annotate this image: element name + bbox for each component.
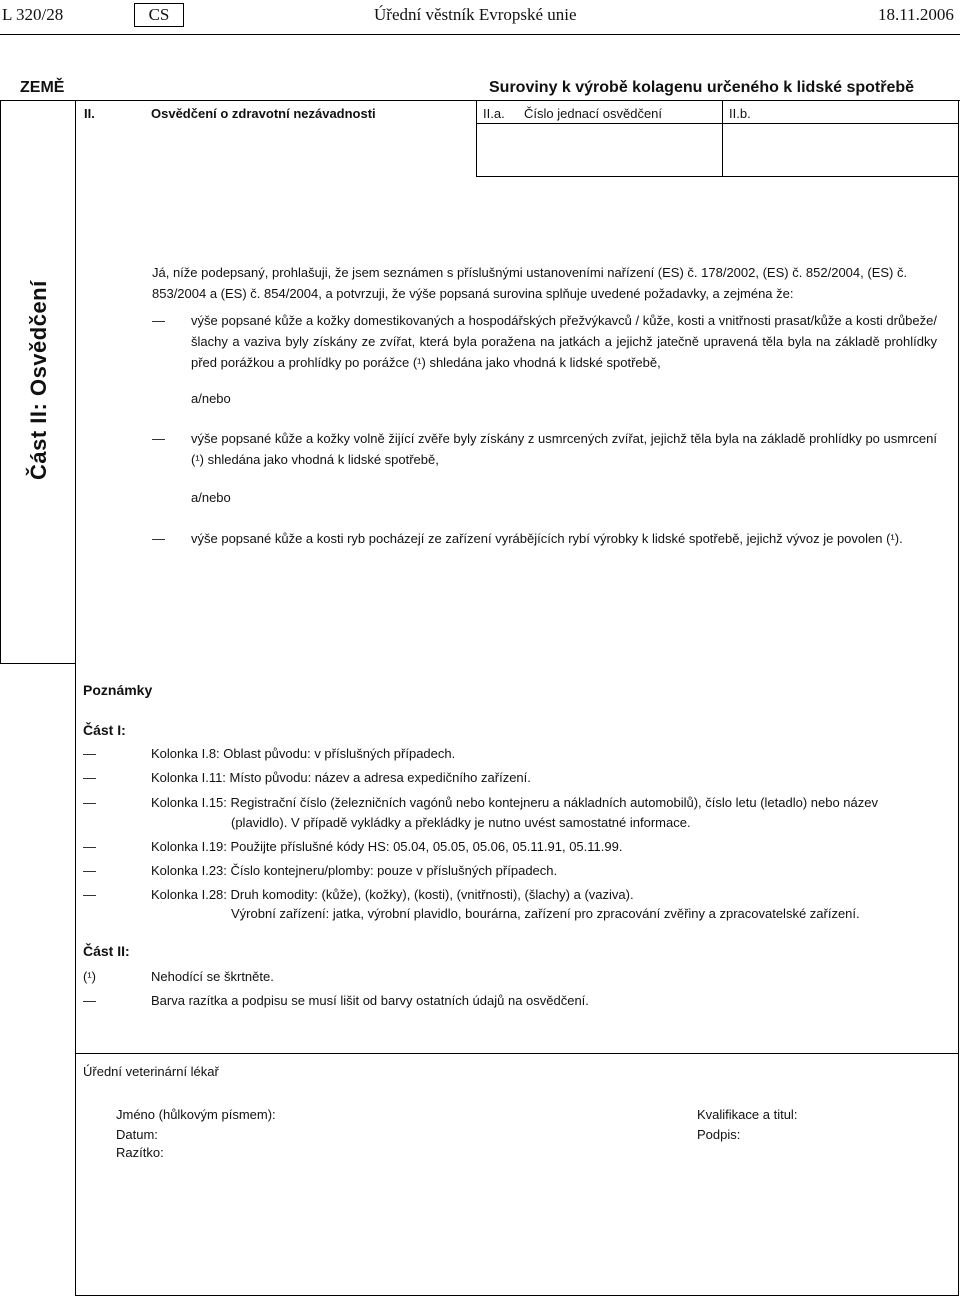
section-number: II. <box>84 106 95 121</box>
official-vet-title: Úřední veterinární lékař <box>83 1064 219 1079</box>
note-bullet: — <box>83 887 96 902</box>
field-2b-number: II.b. <box>729 106 751 121</box>
qualification-field-label[interactable]: Kvalifikace a titul: <box>697 1107 798 1122</box>
footnote-marker: (¹) <box>83 969 96 984</box>
note-bullet: — <box>83 839 96 854</box>
certificate-reference-field[interactable] <box>478 126 720 174</box>
reference-box-bottom <box>476 176 958 177</box>
note-bullet: — <box>83 993 96 1008</box>
journal-title: Úřední věstník Evropské unie <box>374 5 577 24</box>
notes-title: Poznámky <box>83 682 153 698</box>
field-2a-label: Číslo jednací osvědčení <box>524 106 663 121</box>
side-panel-bottom-line <box>0 663 75 664</box>
frame-bottom-line <box>75 1295 959 1296</box>
field-2a-number: II.a. <box>483 106 505 121</box>
certification-item-domestic: výše popsané kůže a kožky domestikovaných a hospodářských přežvýkavců / kůže, kosti a vnitřnosti prasat/kůže a kosti drůbeže/ šlachy a vaziva byly získány ze zvířat, která byla poražena na jatkách a jejichž jatečně upravená těla byla na základě prohlídky před porážkou a prohlídky po porážce (¹) shledána jako vhodná k lidské spotřebě, <box>191 313 937 370</box>
item-dash: — <box>152 431 165 446</box>
content-left-line <box>75 100 76 1296</box>
commodity-title: Suroviny k výrobě kolagenu určeného k lidské spotřebě <box>489 79 915 96</box>
side-label-certificate: Část II: Osvědčení <box>26 280 51 480</box>
note-bullet: — <box>83 795 96 810</box>
publication-date: 18.11.2006 <box>878 5 954 24</box>
note-bullet: — <box>83 770 96 785</box>
item-dash: — <box>152 313 165 328</box>
note-box-i8: Kolonka I.8: Oblast původu: v příslušných případech. <box>151 746 456 761</box>
language-code-box: CS <box>134 3 184 27</box>
frame-left-line <box>0 100 1 663</box>
reference-box-left <box>476 100 477 177</box>
notes-part1-title: Část I: <box>83 722 126 738</box>
item-dash: — <box>152 531 165 546</box>
note-box-i28-cont: Výrobní zařízení: jatka, výrobní plavidlo, bourárna, zařízení pro zpracování zvěřiny a zpracovatelské zařízení. <box>231 906 860 921</box>
certification-item-wild-game: výše popsané kůže a kožky volně žijící zvěře byly získány z usmrcených zvířat, jejichž těla byla na základě prohlídky po usmrcení (¹) shledána jako vhodná k lidské spotřebě, <box>191 431 937 467</box>
signature-divider <box>75 1053 959 1054</box>
note-stamp-color: Barva razítka a podpisu se musí lišit od barvy ostatních údajů na osvědčení. <box>151 993 589 1008</box>
signature-field-label[interactable]: Podpis: <box>697 1127 741 1142</box>
reference-box-middle <box>722 100 723 177</box>
header-rule <box>0 34 960 35</box>
and-or-label: a/nebo <box>191 490 231 505</box>
name-field-label[interactable]: Jméno (hůlkovým písmem): <box>116 1107 276 1122</box>
field-2b-value[interactable] <box>724 126 956 174</box>
note-box-i15: Kolonka I.15: Registrační číslo (železničních vagónů nebo kontejneru a nákladních automobilů), číslo letu (letadlo) nebo název <box>151 795 878 810</box>
note-bullet: — <box>83 863 96 878</box>
note-box-i11: Kolonka I.11: Místo původu: název a adresa expedičního zařízení. <box>151 770 531 785</box>
note-box-i15-cont: (plavidlo). V případě vykládky a překládky je nutno uvést samostatné informace. <box>231 815 691 830</box>
and-or-label: a/nebo <box>191 391 231 406</box>
frame-right-line <box>958 100 959 1296</box>
page-reference: L 320/28 <box>2 5 64 24</box>
note-box-i23: Kolonka I.23: Číslo kontejneru/plomby: pouze v příslušných případech. <box>151 863 558 878</box>
note-box-i28: Kolonka I.28: Druh komodity: (kůže), (kožky), (kosti), (vnitřnosti), (šlachy) a (vaziva). <box>151 887 634 902</box>
country-label: ZEMĚ <box>20 79 65 96</box>
notes-part2-title: Část II: <box>83 943 130 959</box>
note-strike-out: Nehodící se škrtněte. <box>151 969 274 984</box>
reference-box-divider <box>476 123 958 124</box>
date-field-label[interactable]: Datum: <box>116 1127 158 1142</box>
note-box-i19: Kolonka I.19: Použijte příslušné kódy HS: 05.04, 05.05, 05.06, 05.11.91, 05.11.99. <box>151 839 623 854</box>
certification-intro: Já, níže podepsaný, prohlašuji, že jsem seznámen s příslušnými ustanoveními nařízení (ES) č. 178/2002, (ES) č. 852/2004, (ES) č. 853/2004 a (ES) č. 854/2004, a potvrzuji, že výše popsaná surovina splňuje uvedené požadavky, a zejména že: <box>152 265 908 301</box>
note-bullet: — <box>83 746 96 761</box>
certification-item-fish: výše popsané kůže a kosti ryb pocházejí ze zařízení vyrábějících rybí výrobky k lidské spotřebě, jejichž vývoz je povolen (¹). <box>191 531 903 546</box>
section-title: Osvědčení o zdravotní nezávadnosti <box>151 106 376 121</box>
frame-top-line <box>0 100 960 101</box>
stamp-field-label[interactable]: Razítko: <box>116 1145 164 1160</box>
